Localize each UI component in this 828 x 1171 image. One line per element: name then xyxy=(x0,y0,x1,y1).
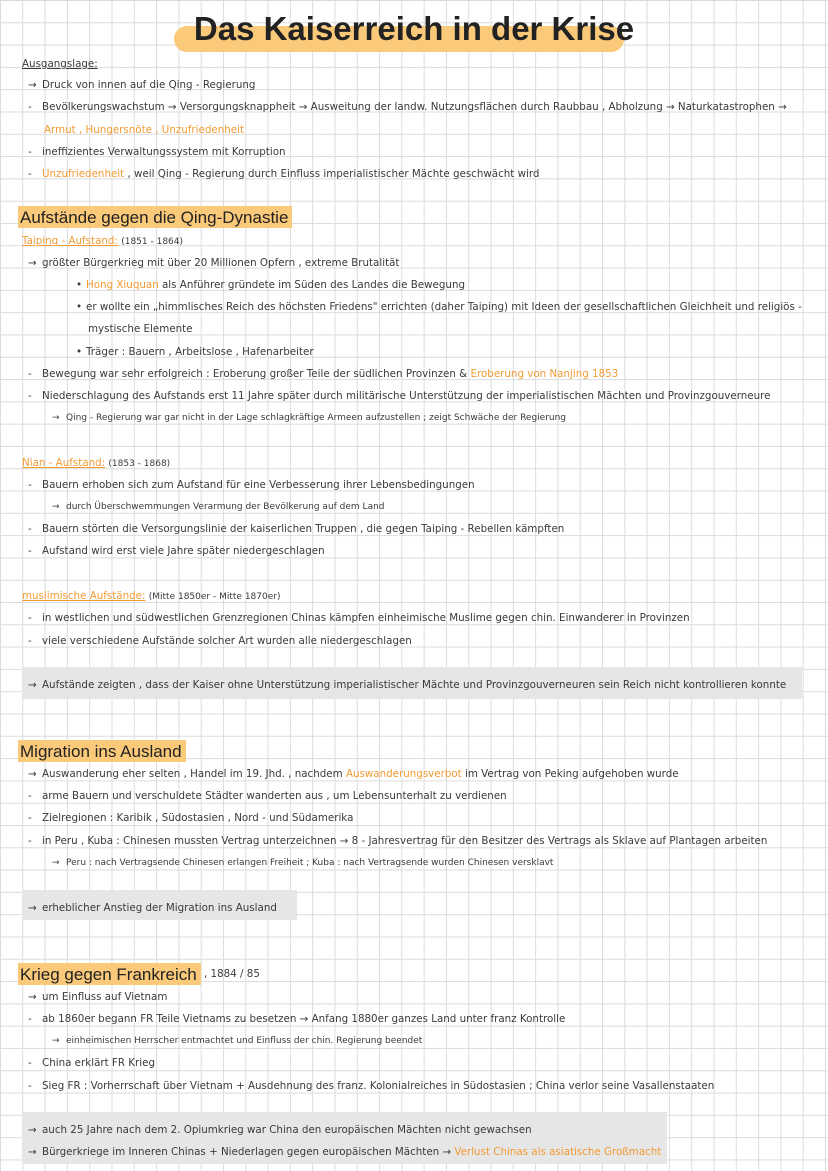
list-item: - ab 1860er begann FR Teile Vietnams zu besetzen → Anfang 1880er ganzes Land unter franz Kontrolle xyxy=(28,1013,566,1025)
subheading-muslimisch: muslimische Aufstände: (Mitte 1850er - Mitte 1870er) xyxy=(22,590,281,602)
list-item: → Auswanderung eher selten , Handel im 19. Jhd. , nachdem Auswanderungsverbot im Vertrag von Peking aufgehoben wurde xyxy=(28,768,679,780)
list-item: - Aufstand wird erst viele Jahre später niedergeschlagen xyxy=(28,545,325,557)
list-item-continuation: Armut , Hungersnöte , Unzufriedenheit xyxy=(44,124,244,136)
list-item: → durch Überschwemmungen Verarmung der Bevölkerung auf dem Land xyxy=(52,502,385,512)
list-item: → Druck von innen auf die Qing - Regierung xyxy=(28,79,256,91)
krieg-years: , 1884 / 85 xyxy=(204,968,260,980)
list-item: → einheimischen Herrscher entmachtet und Einfluss der chin. Regierung beendet xyxy=(52,1036,423,1046)
list-item: - Zielregionen : Karibik , Südostasien , Nord - und Südamerika xyxy=(28,812,354,824)
list-item: → Peru : nach Vertragsende Chinesen erlangen Freiheit ; Kuba : nach Vertragsende wurden Chinesen versklavt xyxy=(52,858,554,868)
list-item: - Sieg FR : Vorherrschaft über Vietnam + Ausdehnung des franz. Kolonialreiches in Südostasien ; China verlor seine Vasallenstaaten xyxy=(28,1080,715,1092)
list-item: - China erklärt FR Krieg xyxy=(28,1057,155,1069)
list-item: - arme Bauern und verschuldete Städter wanderten aus , um Lebensunterhalt zu verdienen xyxy=(28,790,507,802)
list-item: - ineffizientes Verwaltungssystem mit Korruption xyxy=(28,146,286,158)
list-item: - Unzufriedenheit , weil Qing - Regierung durch Einfluss imperialistischer Mächte geschwächt wird xyxy=(28,168,540,180)
list-item: - Bevölkerungswachstum → Versorgungsknappheit → Ausweitung der landw. Nutzungsflächen durch Raubbau , Abholzung → Naturkatastrophen → xyxy=(28,101,787,113)
summary-text: → erheblicher Anstieg der Migration ins Ausland xyxy=(28,902,277,914)
section-heading-aufstaende: Aufstände gegen die Qing-Dynastie xyxy=(18,206,292,228)
list-item: - Bauern erhoben sich zum Aufstand für eine Verbesserung ihrer Lebensbedingungen xyxy=(28,479,475,491)
list-item: - in westlichen und südwestlichen Grenzregionen Chinas kämpfen einheimische Muslime gegen chin. Einwanderer in Provinzen xyxy=(28,612,690,624)
section-heading-krieg: Krieg gegen Frankreich xyxy=(18,963,201,985)
ausgangslage-heading: Ausgangslage: xyxy=(22,58,98,70)
list-item: - Bauern störten die Versorgungslinie der kaiserlichen Truppen , die gegen Taiping - Rebellen kämpften xyxy=(28,523,565,535)
page-title: Das Kaiserreich in der Krise xyxy=(193,10,635,47)
list-item: - Niederschlagung des Aufstands erst 11 Jahre später durch militärische Unterstützung der imperialistischen Mächten und Provinzgouverneure xyxy=(28,390,771,402)
subheading-taiping: Taiping - Aufstand: (1851 - 1864) xyxy=(22,235,184,247)
subheading-nian: Nian - Aufstand: (1853 - 1868) xyxy=(22,457,171,469)
list-item: → größter Bürgerkrieg mit über 20 Millionen Opfern , extreme Brutalität xyxy=(28,257,400,269)
summary-text: → Bürgerkriege im Inneren Chinas + Niederlagen gegen europäischen Mächten → Verlust Chinas als asiatische Großmacht xyxy=(28,1146,662,1158)
bullet-item: • Hong Xiuquan als Anführer gründete im Süden des Landes die Bewegung xyxy=(76,279,466,291)
bullet-item: • Träger : Bauern , Arbeitslose , Hafenarbeiter xyxy=(76,346,314,358)
bullet-item-continuation: mystische Elemente xyxy=(88,323,193,335)
list-item: - viele verschiedene Aufstände solcher Art wurden alle niedergeschlagen xyxy=(28,635,412,647)
list-item: → um Einfluss auf Vietnam xyxy=(28,991,168,1003)
summary-text: → auch 25 Jahre nach dem 2. Opiumkrieg war China den europäischen Mächten nicht gewachsen xyxy=(28,1124,532,1136)
summary-text: → Aufstände zeigten , dass der Kaiser ohne Unterstützung imperialistischer Mächte und Provinzgouverneuren sein Reich nicht kontrollieren konnte xyxy=(28,679,787,691)
list-item: - Bewegung war sehr erfolgreich : Eroberung großer Teile der südlichen Provinzen & Eroberung von Nanjing 1853 xyxy=(28,368,619,380)
section-heading-migration: Migration ins Ausland xyxy=(18,740,186,762)
bullet-item: • er wollte ein „himmlisches Reich des höchsten Friedens" errichten (daher Taiping) mit Ideen der gesellschaftlichen Gleichheit und religiös - xyxy=(76,301,802,313)
list-item: - in Peru , Kuba : Chinesen mussten Vertrag unterzeichnen → 8 - Jahresvertrag für den Besitzer des Vertrags als Sklave auf Plantagen arbeiten xyxy=(28,835,768,847)
list-item: → Qing - Regierung war gar nicht in der Lage schlagkräftige Armeen aufzustellen ; zeigt Schwäche der Regierung xyxy=(52,413,567,423)
